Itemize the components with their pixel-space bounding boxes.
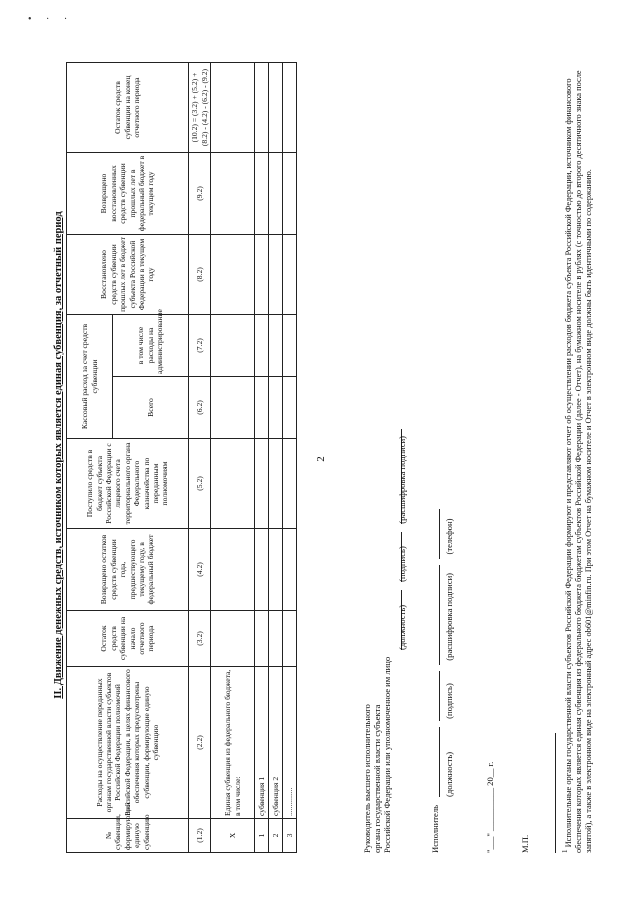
row-name: субвенция 1: [255, 667, 269, 819]
row-num: 3: [283, 819, 297, 853]
head-signature-label: Руководитель высшего исполнительного органа государственной власти субъекта Российской Федерации или уполномоченное им лицо: [362, 656, 392, 853]
col-header-end-balance: Остаток средств субвенции на конец отчетного периода: [67, 63, 189, 153]
col-header-start-balance: Остаток средств субвенции на начало отчетного периода: [67, 611, 189, 667]
col-header-restored: Восстановлено средств субвенции прошлых лет в бюджет субъекта Российской Федерации в текущем году: [67, 235, 189, 315]
index-cell: (10.2) = (3.2) + (5.2) + (8.2) - (4.2) - (6.2) - (9.2): [189, 63, 211, 153]
index-cell: (6.2): [189, 377, 211, 439]
index-cell: (4.2): [189, 529, 211, 611]
col-header-expenses: Расходы на осуществление переданных органам государственной власти субъектов Российской Федерации полномочий Российской Федерации, в целях финансового обеспечения которых предусмотрены субвенции, формирующие единую субвенцию: [67, 667, 189, 819]
col-header-num: № субвенции, формирующей единую субвенцию: [67, 819, 189, 853]
row-num: 1: [255, 819, 269, 853]
table-row: [211, 63, 255, 853]
index-cell: (5.2): [189, 439, 211, 529]
footnote-text: Исполнительные органы государственной власти субъектов Российской Федерации формируют и представляют отчет об осуществлении расходов бюджета субъекта Российской Федерации, источником финансового обеспечения которых является единая субвенция из федерального бюджета бюджетам субъектов Российской Федерации (далее - Отчет), на бумажном носителе в рублях (с точностью до второго десятичного знака после запятой), а также в электронном виде на электронный адрес ob601@minfin.ru. При этом Отчет на бумажном носителе и Отчет в электронном виде должны быть идентичными по содержанию.: [563, 70, 594, 853]
col-header-total: Всего: [113, 377, 189, 439]
col-header-admin: в том числе расходы на администрирование: [113, 315, 189, 377]
executor-label: Исполнитель: [430, 804, 440, 853]
corner-marks: • · ·: [28, 14, 74, 25]
footnote-divider: [555, 733, 556, 853]
index-cell: (1.2): [189, 819, 211, 853]
footnote-mark: 1: [561, 849, 569, 853]
row-name: Единая субвенция из федерального бюджета, в том числе:: [211, 667, 255, 819]
index-cell: (9.2): [189, 153, 211, 235]
footnote: [560, 43, 594, 853]
row-name: субвенция 2: [269, 667, 283, 819]
col-header-cash-expense: Кассовый расход за счет средств субвенции: [67, 315, 113, 439]
col-header-received: Поступило средств в бюджет субъекта Российской Федерации с лицевого счета территориального органа Федерального казначейства по переданным полномочиям: [67, 439, 189, 529]
page-number: 2: [315, 456, 327, 462]
table-row: [255, 63, 269, 853]
index-cell: (8.2): [189, 235, 211, 315]
head-signature-captions: (должность) (подпись) (расшифровка подписи): [397, 435, 407, 650]
date-line: "___" __________ 20__ г.: [485, 761, 495, 853]
table-row: [283, 63, 297, 853]
row-num: 2: [269, 819, 283, 853]
header-row-1: [67, 63, 113, 853]
section-title: II. Движение денежных средств, источником которых является единая субвенция, за отчетный период: [53, 211, 64, 699]
col-header-returned-restored: Возвращено восстановленных средств субвенции прошлых лет в федеральный бюджет в текущем году: [67, 153, 189, 235]
row-num: X: [211, 819, 255, 853]
executor-fields: [432, 509, 442, 797]
executor-captions: (должность) (подпись) (расшифровка подписи) (телефон): [444, 518, 454, 797]
row-name: ...............: [283, 667, 297, 819]
stamp-label: М.П.: [520, 834, 530, 853]
index-cell: (7.2): [189, 315, 211, 377]
table-row: [269, 63, 283, 853]
subvention-table: [66, 62, 297, 853]
index-cell: (3.2): [189, 611, 211, 667]
index-row: [189, 63, 211, 853]
col-header-returned-prev: Возвращено остатков средств субвенции года, предшествующего текущему году, в федеральный бюджет: [67, 529, 189, 611]
index-cell: (2.2): [189, 667, 211, 819]
